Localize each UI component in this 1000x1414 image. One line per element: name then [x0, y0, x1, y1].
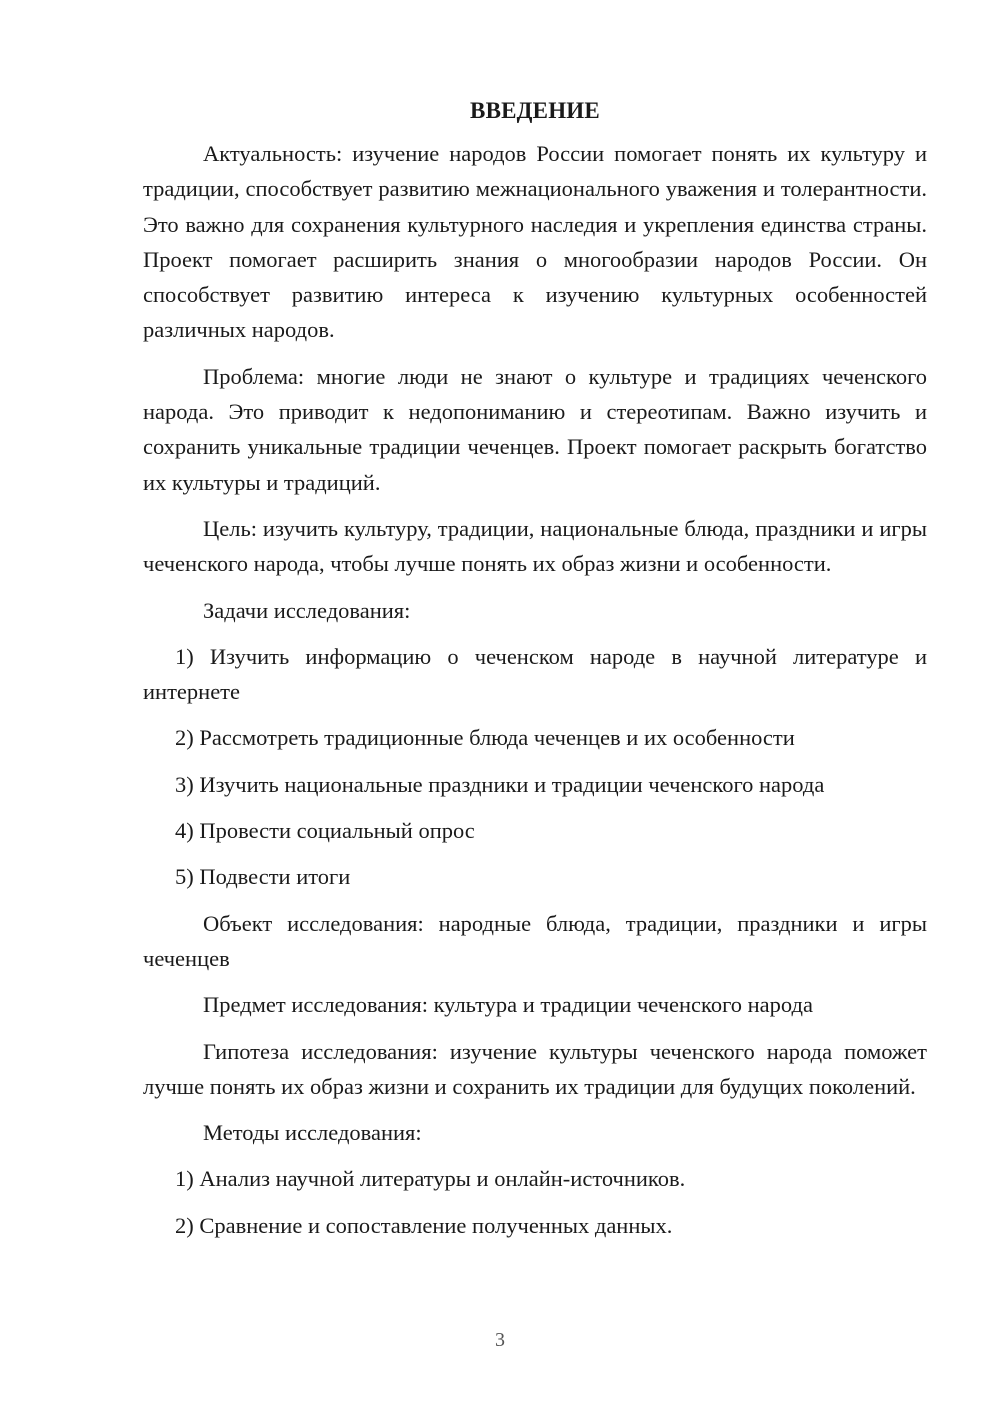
subject-paragraph: Предмет исследования: культура и традиции чеченского народа [203, 992, 813, 1018]
method-item-1: 1) Анализ научной литературы и онлайн-источников. [175, 1166, 686, 1192]
problem-paragraph: Проблема: многие люди не знают о культуре и традициях чеченского народа. Это приводит к недопониманию и стереотипам. Важно изучить и сохранить уникальные традиции чеченцев. Проект помогает раскрыть богатство их культуры и традиций. [143, 363, 927, 495]
document-title: ВВЕДЕНИЕ [470, 98, 600, 123]
goal-paragraph: Цель: изучить культуру, традиции, национальные блюда, праздники и игры чеченского народа, чтобы лучше понять их образ жизни и особенности. [143, 515, 927, 577]
tasks-heading: Задачи исследования: [203, 597, 411, 623]
page-number: 3 [495, 1329, 505, 1351]
methods-heading: Методы исследования: [203, 1120, 422, 1146]
document-page [143, 93, 927, 1254]
task-item-5: 5) Подвести итоги [175, 864, 351, 890]
task-item-4: 4) Провести социальный опрос [175, 818, 475, 844]
relevance-paragraph: Актуальность: изучение народов России помогает понять их культуру и традиции, способствует развитию межнационального уважения и толерантности. Это важно для сохранения культурного наследия и укрепления единства страны. Проект помогает расширить знания о многообразии народов России. Он способствует развитию интереса к изучению культурных особенностей различных народов. [143, 141, 927, 343]
task-item-3: 3) Изучить национальные праздники и традиции чеченского народа [175, 771, 825, 797]
hypothesis-paragraph: Гипотеза исследования: изучение культуры чеченского народа поможет лучше понять их образ жизни и сохранить их традиции для будущих поколений. [143, 1038, 927, 1099]
method-item-2: 2) Сравнение и сопоставление полученных данных. [175, 1212, 673, 1238]
task-item-2: 2) Рассмотреть традиционные блюда чеченцев и их особенности [175, 725, 795, 751]
object-paragraph: Объект исследования: народные блюда, традиции, праздники и игры чеченцев [143, 910, 927, 971]
task-item-1: 1) Изучить информацию о чеченском народе в научной литературе и интернете [143, 643, 927, 705]
